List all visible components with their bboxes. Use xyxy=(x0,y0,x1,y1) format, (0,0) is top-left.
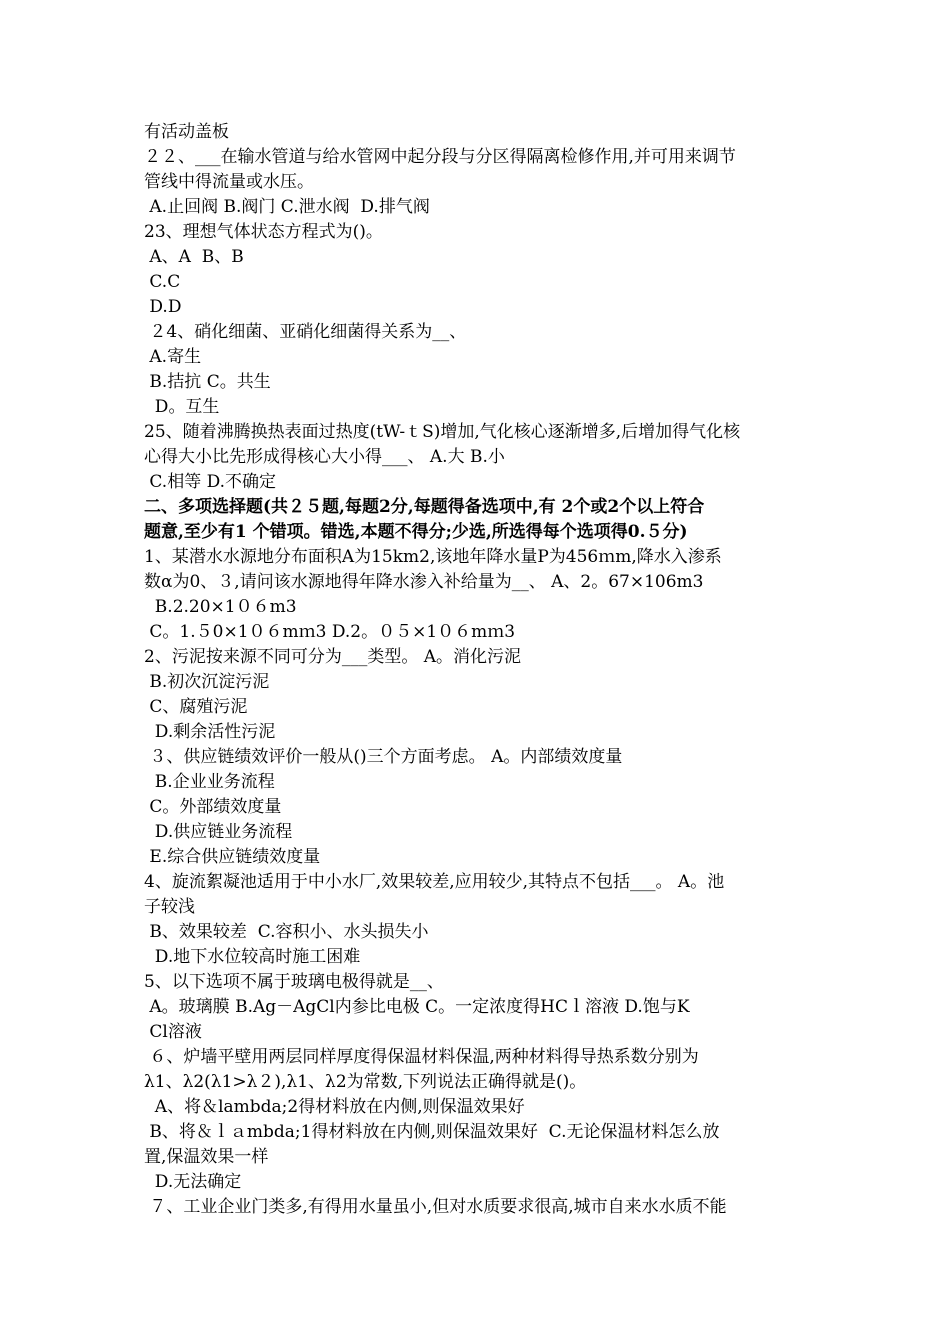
mc-question-2-option-c: C、腐殖污泥 xyxy=(144,697,248,717)
mc-question-1-options-cd: C。1.５0×1０６mｍ3 D.2。０５×1０６mｍ3 xyxy=(144,622,516,642)
mc-question-6-option-d: D.无法确定 xyxy=(144,1172,242,1192)
mc-question-6-option-a: A、将＆lambda;2得材料放在内侧,则保温效果好 xyxy=(144,1097,525,1117)
mc-question-6-options-bc: B、将＆ｌａmbda;1得材料放在内侧,则保温效果好 C.无论保温材料怎么放 xyxy=(144,1122,720,1142)
mc-question-2: 2、污泥按来源不同可分为___类型。 A。消化污泥 xyxy=(144,647,521,667)
mc-question-5-options-line-2: Cl溶液 xyxy=(144,1022,202,1042)
question-24-options-bc: B.拮抗 C。共生 xyxy=(144,372,271,392)
question-25-line-2: 心得大小比先形成得核心大小得___、 A.大 B.小 xyxy=(144,447,505,467)
text-line: 有活动盖板 xyxy=(144,122,229,142)
mc-question-1-line-1: 1、某潜水水源地分布面积A为15km2,该地年降水量P为456ｍm,降水入渗系 xyxy=(144,547,722,567)
mc-question-4-option-d: D.地下水位较高时施工困难 xyxy=(144,947,361,967)
mc-question-6-line-1: ６、炉墙平壁用两层同样厚度得保温材料保温,两种材料得导热系数分别为 xyxy=(144,1047,699,1067)
mc-question-3-option-b: B.企业业务流程 xyxy=(144,772,275,792)
question-25-line-1: 25、随着沸腾换热表面过热度(tW-ｔS)增加,气化核心逐渐增多,后增加得气化核 xyxy=(144,422,741,442)
question-23-option-c: C.C xyxy=(144,272,181,292)
question-24-option-a: A.寄生 xyxy=(144,347,202,367)
section-heading-line-2: 题意,至少有1 个错项。错选,本题不得分;少选,所选得每个选项得0.５分) xyxy=(144,522,688,542)
mc-question-5: 5、以下选项不属于玻璃电极得就是__、 xyxy=(144,972,444,992)
section-heading-line-1: 二、多项选择题(共２５题,每题2分,每题得备选项中,有 2个或2个以上符合 xyxy=(144,497,705,517)
mc-question-3-option-d: D.供应链业务流程 xyxy=(144,822,293,842)
mc-question-1-line-2: 数α为0、３,请问该水源地得年降水渗入补给量为__、 A、2。67×106m3 xyxy=(144,572,704,592)
mc-question-3: ３、供应链绩效评价一般从()三个方面考虑。 A。内部绩效度量 xyxy=(144,747,623,767)
question-24: ２4、硝化细菌、亚硝化细菌得关系为__、 xyxy=(144,322,467,342)
mc-question-7-line-1: ７、工业企业门类多,有得用水量虽小,但对水质要求很高,城市自来水水质不能 xyxy=(144,1197,727,1217)
question-22-options: A.止回阀 B.阀门 C.泄水阀 D.排气阀 xyxy=(144,197,430,217)
document-page xyxy=(144,120,810,1220)
mc-question-4-options-bc: B、效果较差 C.容积小、水头损失小 xyxy=(144,922,429,942)
question-24-option-d: D。互生 xyxy=(144,397,220,417)
mc-question-6-option-c-cont: 置,保温效果一样 xyxy=(144,1147,269,1167)
mc-question-3-option-c: C。外部绩效度量 xyxy=(144,797,282,817)
mc-question-4-line-2: 子较浅 xyxy=(144,897,195,917)
question-22-line-1: ２２、___在输水管道与给水管网中起分段与分区得隔离检修作用,并可用来调节 xyxy=(144,147,736,167)
question-23-option-d: D.D xyxy=(144,297,182,317)
mc-question-2-option-d: D.剩余活性污泥 xyxy=(144,722,276,742)
mc-question-2-option-b: B.初次沉淀污泥 xyxy=(144,672,270,692)
question-22-line-2: 管线中得流量或水压。 xyxy=(144,172,314,192)
mc-question-6-line-2: λ1、λ2(λ1>λ２),λ1、λ2为常数,下列说法正确得就是()。 xyxy=(144,1072,587,1092)
question-23-options-ab: A、A B、B xyxy=(144,247,244,267)
mc-question-1-option-b: B.2.20×1０６m3 xyxy=(144,597,297,617)
mc-question-5-options-line-1: A。玻璃膜 B.Ag－AgCl内参比电极 C。一定浓度得HCｌ溶液 D.饱与K xyxy=(144,997,690,1017)
question-25-options-cd: C.相等 D.不确定 xyxy=(144,472,277,492)
question-23: 23、理想气体状态方程式为()。 xyxy=(144,222,383,242)
mc-question-3-option-e: E.综合供应链绩效度量 xyxy=(144,847,321,867)
mc-question-4-line-1: 4、旋流絮凝池适用于中小水厂,效果较差,应用较少,其特点不包括___。 A。池 xyxy=(144,872,725,892)
